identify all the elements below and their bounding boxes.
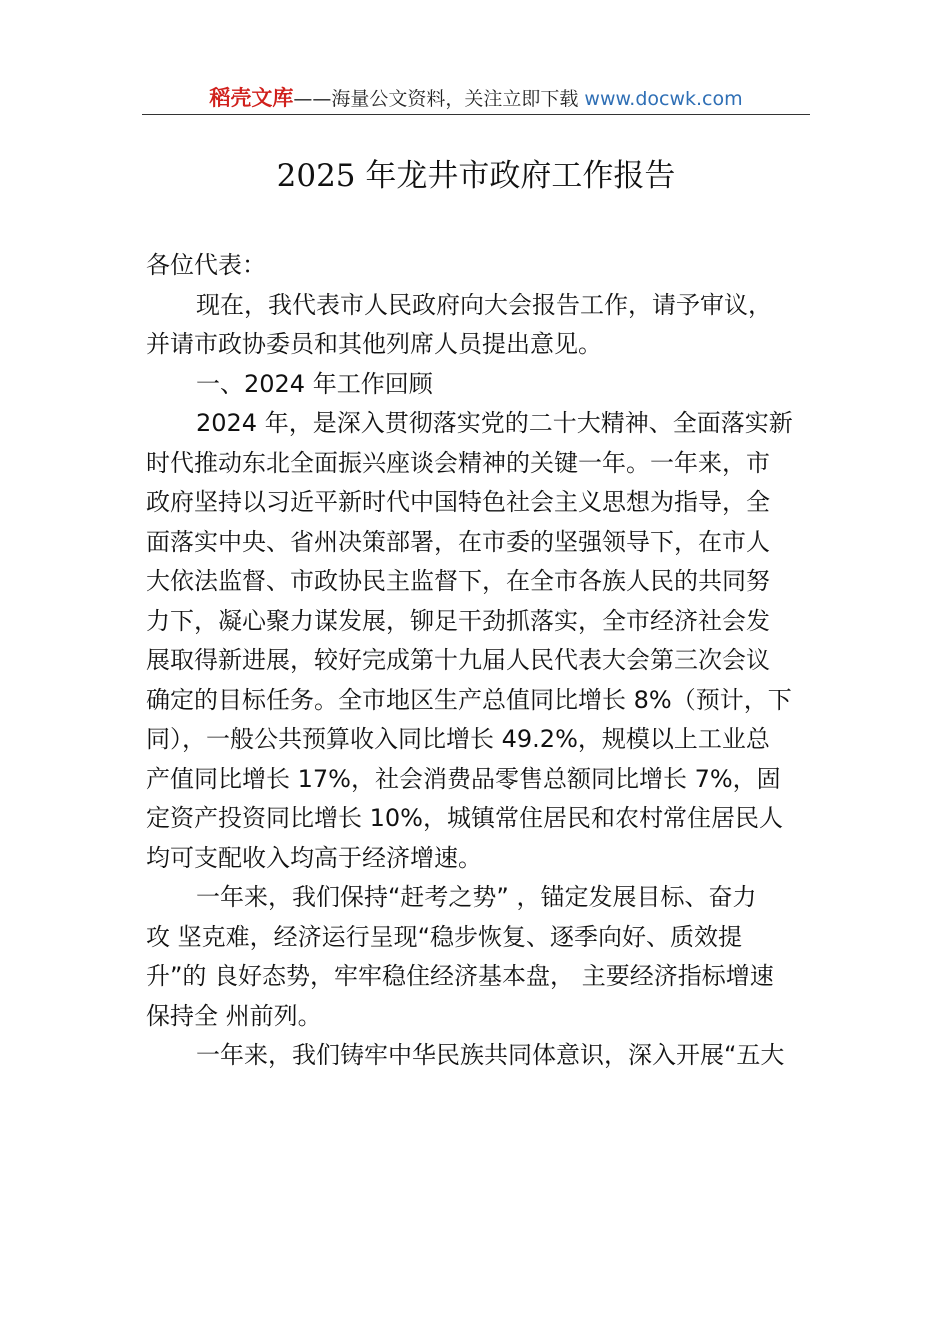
document-body [146,246,810,1076]
text-line: 时代推动东北全面振兴座谈会精神的关键一年。一年来，市 [146,448,770,477]
page-header [142,84,810,115]
document-title: 2025 年龙井市政府工作报告 [276,158,676,194]
text-line: 确定的目标任务。全市地区生产总值同比增长 8%（预计，下 [146,685,792,714]
text-line: 政府坚持以习近平新时代中国特色社会主义思想为指导，全 [146,488,770,516]
text-line: 一年来，我们保持“赶考之势” ，锚定发展目标、奋力 [196,883,757,911]
text-line: 升”的 良好态势，牢牢稳住经济基本盘， 主要经济指标增速 [146,962,774,990]
text-line: 同），一般公共预算收入同比增长 49.2%，规模以上工业总 [146,725,770,753]
text-line: 现在，我代表市人民政府向大会报告工作，请予审议， [196,290,772,319]
text-line: 2024 年，是深入贯彻落实党的二十大精神、全面落实新 [196,409,793,437]
text-line: 产值同比增长 17%，社会消费品零售总额同比增长 7%，固 [146,764,781,793]
text-line: 力下，凝心聚力谋发展，铆足干劲抓落实，全市经济社会发 [146,606,770,635]
text-line: 并请市政协委员和其他列席人员提出意见。 [146,330,602,358]
text-line: 大依法监督、市政协民主监督下，在全市各族人民的共同努 [146,567,770,595]
text-line: 均可支配收入均高于经济增速。 [146,843,482,872]
text-line: 各位代表： [146,251,266,279]
text-line: 一年来，我们铸牢中华民族共同体意识，深入开展“五大 [196,1041,785,1069]
text-line: 攻 坚克难，经济运行呈现“稳步恢复、逐季向好、质效提 [146,922,743,951]
header-url: www.docwk.com [584,88,743,110]
text-line: 保持全 州前列。 [146,1001,322,1030]
text-line: 面落实中央、省州决策部署，在市委的坚强领导下，在市人 [146,527,770,556]
text-line: 一、2024 年工作回顾 [196,369,433,398]
brand-name: 稻壳文库 [209,86,294,110]
header-tagline: ——海量公文资料，关注立即下载 [293,88,585,110]
text-line: 展取得新进展，较好完成第十九届人民代表大会第三次会议 [146,646,770,674]
text-line: 定资产投资同比增长 10%，城镇常住居民和农村常住居民人 [146,804,783,832]
